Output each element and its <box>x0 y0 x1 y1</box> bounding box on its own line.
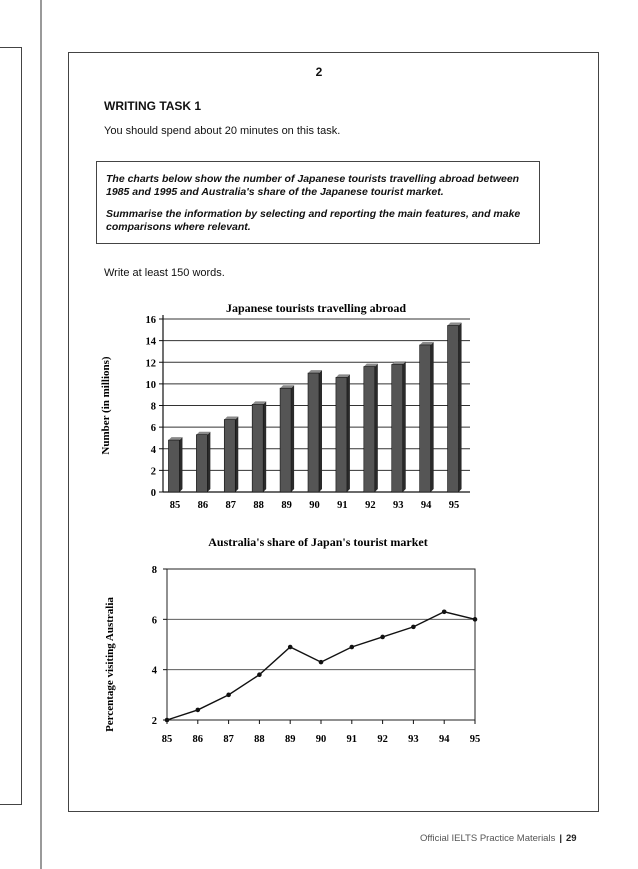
bar-chart-x-tick-label: 90 <box>309 500 320 511</box>
line-chart-x-tick-label: 88 <box>254 734 265 745</box>
line-chart-x-tick-label: 94 <box>438 734 450 745</box>
line-chart-x-tick-label: 93 <box>408 734 419 745</box>
line-chart-point <box>257 672 262 677</box>
line-chart-x-tick-label: 90 <box>315 734 327 745</box>
task-prompt-instruction: Summarise the information by selecting and reporting the main features, and make comparisons where relevant. <box>106 208 521 233</box>
line-chart-point <box>411 625 416 630</box>
line-chart-point <box>473 617 478 622</box>
bar-chart-y-axis-label: Number (in millions) <box>100 356 112 455</box>
bar-chart-x-tick-label: 92 <box>365 500 376 511</box>
footer-publication: Official IELTS Practice Materials <box>420 833 556 844</box>
bar-chart-x-tick-label: 95 <box>448 500 460 511</box>
line-chart-point <box>442 609 447 614</box>
footer-separator: | <box>559 833 563 844</box>
line-chart-y-tick-label: 4 <box>151 665 157 677</box>
line-chart-x-tick-label: 92 <box>377 734 388 745</box>
line-chart-point <box>226 693 231 698</box>
bar-chart-title: Japanese tourists travelling abroad <box>225 301 407 315</box>
line-chart-y-tick-label: 8 <box>151 565 157 576</box>
bar-chart-y-tick-label: 12 <box>145 358 156 370</box>
task-prompt-description: The charts below show the number of Japanese tourists travelling abroad between 1985 and 1995 and Australia's share of the Japanese tourist market. <box>106 173 520 198</box>
line-chart-x-tick-label: 86 <box>192 734 204 745</box>
bar-chart-y-tick-label: 0 <box>150 488 156 499</box>
bar-chart-x-tick-label: 85 <box>169 500 181 511</box>
line-chart-point <box>350 645 355 650</box>
bar-chart-y-tick-label: 8 <box>150 401 156 413</box>
line-chart-title: Australia's share of Japan's tourist market <box>208 535 428 549</box>
bar-chart-x-tick-label: 91 <box>337 500 348 511</box>
bar-chart-y-tick-label: 16 <box>145 315 156 326</box>
line-chart-series-line <box>167 612 475 720</box>
line-chart-point <box>196 708 201 713</box>
line-chart-point <box>380 635 385 640</box>
line-chart-x-tick-label: 95 <box>469 734 481 745</box>
bar-chart-y-tick-label: 6 <box>150 423 156 435</box>
line-chart-x-tick-label: 89 <box>284 734 296 745</box>
word-count-requirement: Write at least 150 words. <box>104 267 225 279</box>
line-chart-point <box>165 718 170 723</box>
task-title: WRITING TASK 1 <box>104 99 202 113</box>
bar-chart-x-tick-label: 89 <box>281 500 292 511</box>
line-chart-y-tick-label: 6 <box>151 615 157 627</box>
line-chart-y-axis-label: Percentage visiting Australia <box>104 597 116 732</box>
bar-chart-y-tick-label: 14 <box>145 336 156 348</box>
line-chart-x-tick-label: 87 <box>223 734 234 745</box>
line-chart-x-tick-label: 85 <box>161 734 173 745</box>
bar-chart-y-tick-label: 10 <box>145 379 156 391</box>
line-chart-x-tick-label: 91 <box>346 734 358 745</box>
bar-chart-x-tick-label: 94 <box>420 500 432 511</box>
bar-chart-x-tick-label: 86 <box>197 500 209 511</box>
bar-chart-y-tick-label: 2 <box>150 466 156 478</box>
bar-chart-y-tick-label: 4 <box>150 444 156 456</box>
bar-chart-x-tick-label: 88 <box>253 500 264 511</box>
footer <box>420 833 577 844</box>
footer-page-number: 29 <box>566 833 577 844</box>
bar-chart-x-tick-label: 87 <box>225 500 237 511</box>
bar-chart-x-tick-label: 93 <box>392 500 404 511</box>
line-chart-point <box>288 645 293 650</box>
line-chart-y-tick-label: 2 <box>151 716 157 727</box>
line-chart-plot-area <box>167 569 475 720</box>
page-number: 2 <box>315 65 323 79</box>
line-chart-point <box>319 660 324 665</box>
task-instruction: You should spend about 20 minutes on this task. <box>104 125 341 137</box>
